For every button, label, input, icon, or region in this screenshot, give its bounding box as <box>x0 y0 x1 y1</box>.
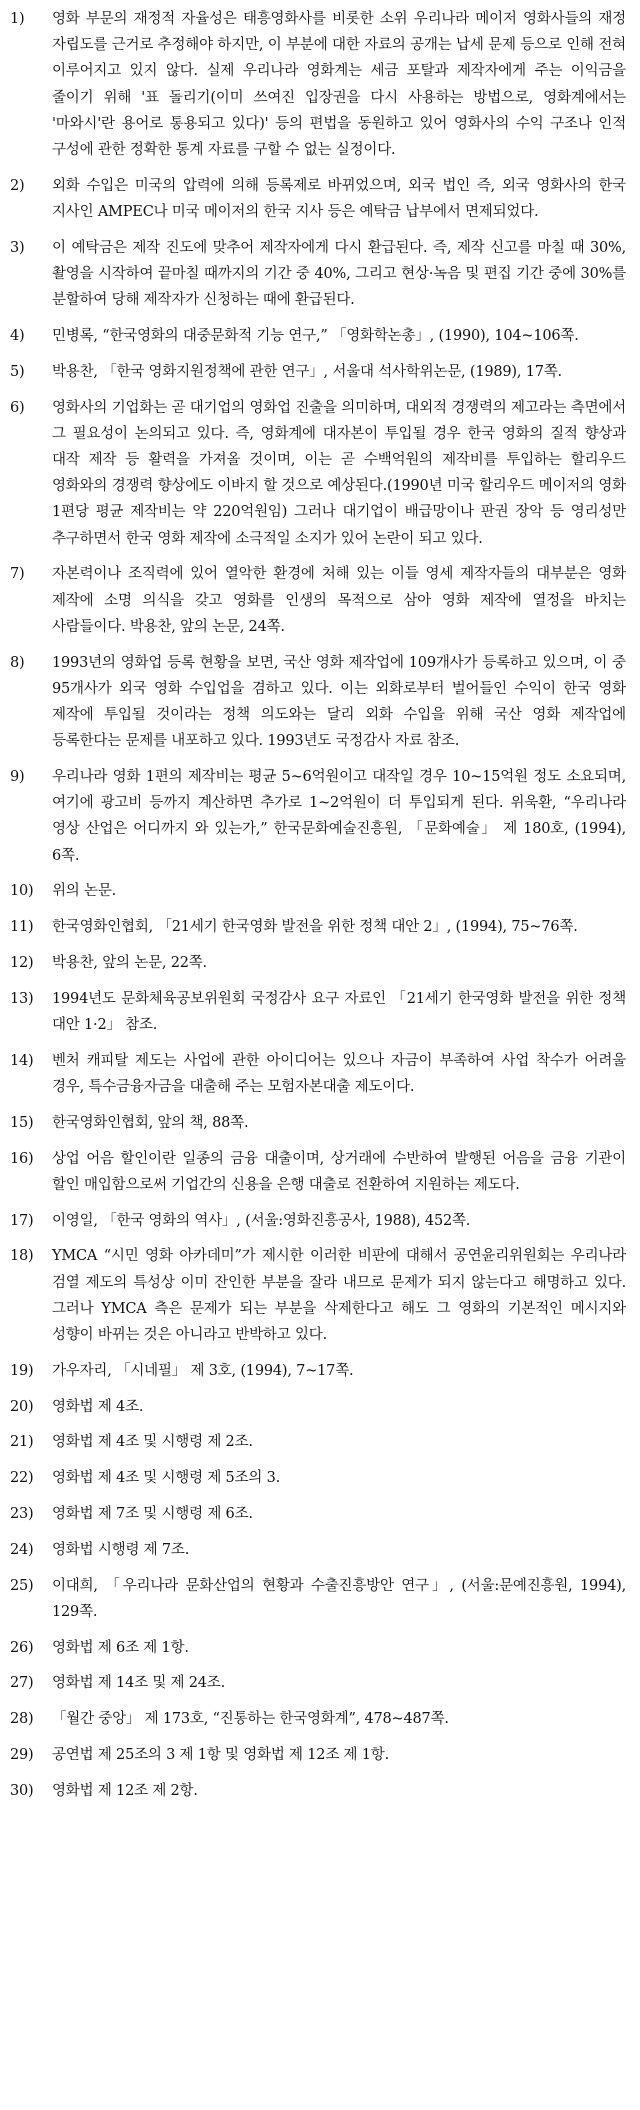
footnote-text: YMCA “시민 영화 아카데미”가 제시한 이러한 비판에 대해서 공연윤리위원회는 우리나라 검열 제도의 특성상 이미 잔인한 부분을 잘라 내므로 문제가 되지 않는다고 해명하고 있다. 그러나 YMCA 측은 문제가 되는 부분을 삭제한다고 해도 그 영화의 기본적인 메시지와 성향이 바뀌는 것은 아니라고 반박하고 있다. <box>52 1248 626 1344</box>
footnote-number: 3) <box>10 239 25 256</box>
footnote-item <box>10 323 626 349</box>
footnote-item <box>10 878 626 904</box>
footnote-item <box>10 1742 626 1768</box>
footnote-text: 영화법 제 6조 제 1항. <box>52 1639 189 1656</box>
footnote-number: 25) <box>10 1577 34 1594</box>
footnote-number: 14) <box>10 1052 34 1069</box>
footnote-number: 12) <box>10 955 34 972</box>
footnote-item <box>10 914 626 940</box>
footnote-number: 13) <box>10 990 34 1007</box>
footnote-number: 27) <box>10 1675 34 1692</box>
footnote-item <box>10 173 626 225</box>
footnote-number: 17) <box>10 1212 34 1229</box>
footnote-item <box>10 1465 626 1491</box>
footnote-item <box>10 1394 626 1420</box>
footnote-number: 21) <box>10 1434 34 1451</box>
footnote-text: 이영일, 「한국 영화의 역사」, (서울:영화진흥공사, 1988), 452쪽. <box>52 1212 471 1229</box>
footnote-item <box>10 986 626 1038</box>
footnote-number: 10) <box>10 883 34 900</box>
footnote-item <box>10 1208 626 1234</box>
footnote-item <box>10 764 626 869</box>
footnote-number: 26) <box>10 1639 34 1656</box>
footnote-text: 공연법 제 25조의 3 제 1항 및 영화법 제 12조 제 1항. <box>52 1747 389 1763</box>
footnote-text: 「월간 중앙」 제 173호, “진통하는 한국영화계”, 478~487쪽. <box>52 1711 449 1728</box>
footnote-number: 7) <box>10 566 25 583</box>
footnote-text: 이대희, 「우리나라 문화산업의 현황과 수출진흥방안 연구」, (서울:문예진흥원, 1994), 129쪽. <box>52 1577 626 1620</box>
footnote-item <box>10 359 626 385</box>
footnote-number: 9) <box>10 769 25 786</box>
footnote-item <box>10 1146 626 1198</box>
footnote-text: 영화법 제 4조 및 시행령 제 2조. <box>52 1434 253 1451</box>
footnote-number: 4) <box>10 328 25 345</box>
footnote-number: 2) <box>10 177 25 194</box>
footnote-text: 위의 논문. <box>52 883 117 900</box>
footnote-text: 박용찬, 앞의 논문, 22쪽. <box>52 955 207 972</box>
footnote-text: 영화법 제 7조 및 시행령 제 6조. <box>52 1506 253 1523</box>
footnote-number: 20) <box>10 1398 34 1415</box>
footnote-text: 1994년도 문화체육공보위원회 국정감사 요구 자료인 「21세기 한국영화 발전을 위한 정책 대안 1·2」 참조. <box>52 990 626 1034</box>
footnote-item <box>10 950 626 976</box>
footnote-text: 영화사의 기업화는 곧 대기업의 영화업 진출을 의미하며, 대외적 경쟁력의 제고라는 측면에서 그 필요성이 논의되고 있다. 즉, 영화계에 대자본이 투입될 경우 한국 영화의 질적 향상과 대작 제작 등 활력을 가져올 것이며, 이는 곧 수백억원의 제작비를 투입하는 할리우드 영화와의 경쟁력 향상에도 이바지 할 것으로 예상된다.(1990년 미국 할리우드 메이저의 영화 1편당 평균 제작비는 약 220억원임) 그러나 대기업이 배급망이나 판권 장악 등 영리성만 추구하면서 한국 영화 제작에 소극적일 소지가 있어 논란이 되고 있다. <box>52 399 626 547</box>
footnote-item <box>10 650 626 755</box>
footnote-item <box>10 561 626 640</box>
footnote-item <box>10 1670 626 1696</box>
footnote-text: 영화법 제 12조 제 2항. <box>52 1782 198 1799</box>
footnote-number: 28) <box>10 1711 34 1728</box>
footnote-item <box>10 1778 626 1804</box>
footnote-number: 11) <box>10 919 34 936</box>
footnote-item <box>10 1706 626 1732</box>
footnote-item <box>10 1635 626 1661</box>
footnote-text: 민병록, “한국영화의 대중문화적 기능 연구,” 「영화학논총」, (1990), 104~106쪽. <box>52 328 579 345</box>
footnote-number: 6) <box>10 399 25 416</box>
footnote-number: 8) <box>10 654 25 671</box>
footnote-number: 30) <box>10 1782 34 1799</box>
footnote-text: 영화법 제 4조 및 시행령 제 5조의 3. <box>52 1470 281 1487</box>
footnote-number: 19) <box>10 1362 34 1379</box>
footnote-item <box>10 6 626 163</box>
footnote-number: 16) <box>10 1150 34 1167</box>
footnote-text: 영화 부문의 재정적 자율성은 태흥영화사를 비롯한 소위 우리나라 메이저 영화사들의 재정 자립도를 근거로 추정해야 하지만, 이 부분에 대한 자료의 공개는 납세 문제 등으로 인해 전혀 이루어지고 있지 않다. 실제 우리나라 영화계는 세금 포탈과 제작자에게 주는 이익금을 줄이기 위해 '표 돌리기(이미 쓰여진 입장권을 다시 사용하는 방법으로, 영화계에서는 '마와시'란 용어로 통용되고 있다)' 등의 편법을 동원하고 있어 영화사의 수익 구조나 인적 구성에 관한 정확한 통계 자료를 구할 수 없는 실정이다. <box>52 11 626 159</box>
footnote-item <box>10 1537 626 1563</box>
footnote-number: 29) <box>10 1747 34 1763</box>
footnote-text: 가우자리, 「시네필」 제 3호, (1994), 7~17쪽. <box>52 1362 354 1379</box>
footnote-text: 벤처 캐피탈 제도는 사업에 관한 아이디어는 있으나 자금이 부족하여 사업 착수가 어려울 경우, 특수금융자금을 대출해 주는 모험자본대출 제도이다. <box>52 1052 626 1096</box>
footnote-number: 24) <box>10 1541 34 1558</box>
footnote-text: 1993년의 영화업 등록 현황을 보면, 국산 영화 제작업에 109개사가 등록하고 있으며, 이 중 95개사가 외국 영화 수입업을 겸하고 있다. 이는 외화로부터 벌어들인 수익이 한국 영화 제작에 투입될 것이라는 정책 의도와는 달리 외화 수입을 위해 국산 영화 제작업에 등록한다는 문제를 내포하고 있다. 1993년도 국정감사 자료 참조. <box>52 654 626 750</box>
footnote-item <box>10 1110 626 1136</box>
footnote-text: 한국영화인협회, 「21세기 한국영화 발전을 위한 정책 대안 2」, (1994), 75~76쪽. <box>52 919 578 936</box>
footnote-number: 15) <box>10 1114 34 1131</box>
footnote-number: 18) <box>10 1248 34 1265</box>
footnote-item <box>10 1243 626 1348</box>
footnote-item <box>10 1358 626 1384</box>
footnote-text: 박용찬, 「한국 영화지원정책에 관한 연구」, 서울대 석사학위논문, (1989), 17쪽. <box>52 363 562 380</box>
footnote-text: 한국영화인협회, 앞의 책, 88쪽. <box>52 1114 249 1131</box>
footnote-number: 1) <box>10 11 25 27</box>
footnote-text: 영화법 제 14조 및 제 24조. <box>52 1675 226 1692</box>
footnote-number: 23) <box>10 1506 34 1523</box>
footnote-text: 영화법 시행령 제 7조. <box>52 1541 190 1558</box>
footnote-item <box>10 235 626 314</box>
footnote-text: 영화법 제 4조. <box>52 1398 144 1415</box>
footnote-item <box>10 1429 626 1455</box>
footnote-item <box>10 1501 626 1527</box>
footnote-text: 상업 어음 할인이란 일종의 금융 대출이며, 상거래에 수반하여 발행된 어음을 금융 기관이 할인 매입함으로써 기업간의 신용을 은행 대출로 전환하여 지원하는 제도다. <box>52 1150 626 1193</box>
footnote-number: 22) <box>10 1470 34 1487</box>
footnote-text: 자본력이나 조직력에 있어 열악한 환경에 처해 있는 이들 영세 제작자들의 대부분은 영화 제작에 소명 의식을 갖고 영화를 인생의 목적으로 삼아 영화 제작에 열정을 바치는 사람들이다. 박용찬, 앞의 논문, 24쪽. <box>52 566 626 635</box>
footnote-text: 외화 수입은 미국의 압력에 의해 등록제로 바뀌었으며, 외국 법인 즉, 외국 영화사의 한국 지사인 AMPEC나 미국 메이저의 한국 지사 등은 예탁금 납부에서 면제되었다. <box>52 177 626 221</box>
footnote-text: 이 예탁금은 제작 진도에 맞추어 제작자에게 다시 환급된다. 즉, 제작 신고를 마칠 때 30%, 촬영을 시작하여 끝마칠 때까지의 기간 중 40%, 그리고 현상·녹음 및 편집 기간 중에 30%를 분할하여 당해 제작자가 신청하는 때에 환급된다. <box>52 239 626 309</box>
footnote-text: 우리나라 영화 1편의 제작비는 평균 5~6억원이고 대작일 경우 10~15억원 정도 소요되며, 여기에 광고비 등까지 계산하면 추가로 1~2억원이 더 투입되게 된다. 위욱환, “우리나라 영상 산업은 어디까지 와 있는가,” 한국문화예술진흥원, 「문화예술」 제 180호, (1994), 6쪽. <box>52 769 626 864</box>
footnote-item <box>10 395 626 552</box>
footnote-item <box>10 1048 626 1100</box>
footnote-list <box>10 6 640 1814</box>
footnote-item <box>10 1573 626 1625</box>
footnote-number: 5) <box>10 363 25 380</box>
